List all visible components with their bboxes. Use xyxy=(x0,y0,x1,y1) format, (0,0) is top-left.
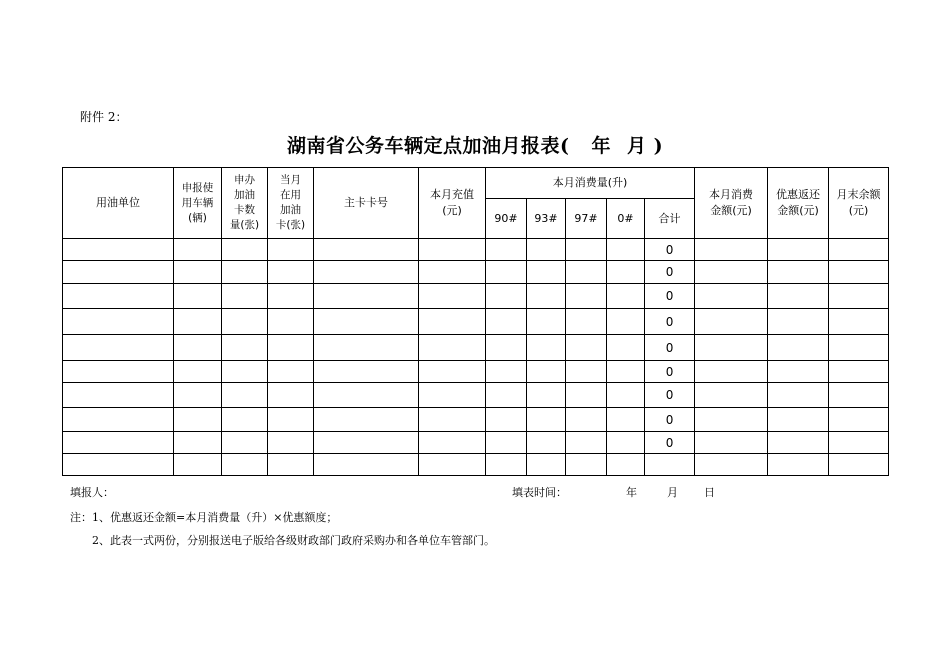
table-row xyxy=(63,261,889,284)
header-fuel-90: 90# xyxy=(486,199,527,239)
table-cell[interactable] xyxy=(314,361,419,383)
table-cell[interactable] xyxy=(174,454,222,476)
note-2: 2、此表一式两份，分别报送电子版给各级财政部门政府采购办和各单位车管部门。 xyxy=(92,534,495,547)
table-cell[interactable] xyxy=(174,261,222,284)
table-cell[interactable] xyxy=(486,454,527,476)
table-cell[interactable] xyxy=(768,335,829,361)
table-cell[interactable] xyxy=(527,454,566,476)
table-cell[interactable] xyxy=(768,239,829,261)
table-cell[interactable] xyxy=(486,239,527,261)
total-cell xyxy=(645,454,695,476)
table-cell[interactable] xyxy=(607,454,645,476)
fill-year-label: 年 xyxy=(626,486,637,499)
table-cell[interactable] xyxy=(486,335,527,361)
table-cell[interactable] xyxy=(607,335,645,361)
table-cell[interactable] xyxy=(695,261,768,284)
title-main: 湖南省公务车辆定点加油月报表( xyxy=(286,135,570,157)
table-cell[interactable] xyxy=(527,284,566,309)
table-cell[interactable] xyxy=(222,454,268,476)
table-cell[interactable] xyxy=(566,239,607,261)
header-fuel-97: 97# xyxy=(566,199,607,239)
total-cell: 0 xyxy=(645,261,695,284)
total-cell: 0 xyxy=(645,408,695,432)
table-cell[interactable] xyxy=(566,309,607,335)
note-1: 注：1、优惠返还金额=本月消费量（升）×优惠额度； xyxy=(70,511,338,524)
table-cell[interactable] xyxy=(314,261,419,284)
table-cell[interactable] xyxy=(566,383,607,408)
report-table xyxy=(62,167,889,476)
header-spend: 本月消费 金额(元) xyxy=(695,168,768,239)
header-unit: 用油单位 xyxy=(63,168,174,239)
table-cell[interactable] xyxy=(268,454,314,476)
header-main-card: 主卡卡号 xyxy=(314,168,419,239)
table-cell[interactable] xyxy=(63,284,174,309)
table-cell[interactable] xyxy=(63,261,174,284)
table-cell[interactable] xyxy=(607,432,645,454)
table-cell[interactable] xyxy=(419,239,486,261)
table-cell[interactable] xyxy=(419,454,486,476)
table-cell[interactable] xyxy=(314,408,419,432)
title-month: 月 ) xyxy=(626,135,664,157)
table-cell[interactable] xyxy=(829,239,889,261)
header-vehicles: 申报使 用车辆 (辆) xyxy=(174,168,222,239)
table-cell[interactable] xyxy=(829,261,889,284)
table-cell[interactable] xyxy=(174,408,222,432)
table-cell[interactable] xyxy=(314,335,419,361)
table-cell[interactable] xyxy=(607,239,645,261)
table-cell[interactable] xyxy=(695,309,768,335)
table-cell[interactable] xyxy=(695,335,768,361)
table-cell[interactable] xyxy=(268,309,314,335)
table-cell[interactable] xyxy=(222,432,268,454)
table-cell[interactable] xyxy=(768,432,829,454)
table-cell[interactable] xyxy=(527,239,566,261)
total-cell: 0 xyxy=(645,383,695,408)
table-cell[interactable] xyxy=(222,284,268,309)
table-cell[interactable] xyxy=(419,284,486,309)
header-balance: 月末余额 (元) xyxy=(829,168,889,239)
table-row xyxy=(63,408,889,432)
table-cell[interactable] xyxy=(527,261,566,284)
table-cell[interactable] xyxy=(695,361,768,383)
table-cell[interactable] xyxy=(314,284,419,309)
table-cell[interactable] xyxy=(695,408,768,432)
table-row xyxy=(63,335,889,361)
total-cell: 0 xyxy=(645,309,695,335)
table-cell[interactable] xyxy=(419,408,486,432)
table-cell[interactable] xyxy=(768,261,829,284)
table-cell[interactable] xyxy=(607,383,645,408)
total-cell: 0 xyxy=(645,432,695,454)
table-cell[interactable] xyxy=(829,408,889,432)
table-cell[interactable] xyxy=(695,284,768,309)
table-cell[interactable] xyxy=(222,383,268,408)
table-cell[interactable] xyxy=(527,432,566,454)
table-cell[interactable] xyxy=(829,284,889,309)
total-cell: 0 xyxy=(645,239,695,261)
table-cell[interactable] xyxy=(63,309,174,335)
table-cell[interactable] xyxy=(174,432,222,454)
total-cell: 0 xyxy=(645,335,695,361)
table-cell[interactable] xyxy=(174,361,222,383)
table-cell[interactable] xyxy=(566,432,607,454)
table-cell[interactable] xyxy=(174,309,222,335)
header-cards-month: 当月 在用 加油 卡(张) xyxy=(268,168,314,239)
fill-day-label: 日 xyxy=(704,486,715,499)
table-cell[interactable] xyxy=(527,361,566,383)
table-cell[interactable] xyxy=(419,383,486,408)
table-cell[interactable] xyxy=(566,361,607,383)
table-cell[interactable] xyxy=(527,383,566,408)
table-cell[interactable] xyxy=(222,408,268,432)
table-cell[interactable] xyxy=(829,309,889,335)
table-cell[interactable] xyxy=(222,361,268,383)
table-cell[interactable] xyxy=(566,454,607,476)
table-row xyxy=(63,361,889,383)
table-cell[interactable] xyxy=(486,432,527,454)
table-cell[interactable] xyxy=(314,454,419,476)
table-cell[interactable] xyxy=(486,408,527,432)
header-fuel-0: 0# xyxy=(607,199,645,239)
table-cell[interactable] xyxy=(486,261,527,284)
table-cell[interactable] xyxy=(63,408,174,432)
total-cell: 0 xyxy=(645,361,695,383)
table-cell[interactable] xyxy=(566,408,607,432)
title-year: 年 xyxy=(591,135,611,157)
total-cell: 0 xyxy=(645,284,695,309)
table-row xyxy=(63,432,889,454)
table-cell[interactable] xyxy=(174,383,222,408)
table-cell[interactable] xyxy=(174,284,222,309)
table-cell[interactable] xyxy=(695,432,768,454)
table-cell[interactable] xyxy=(527,335,566,361)
table-cell[interactable] xyxy=(314,383,419,408)
table-cell[interactable] xyxy=(222,261,268,284)
table-cell[interactable] xyxy=(314,432,419,454)
table-cell[interactable] xyxy=(607,408,645,432)
table-cell[interactable] xyxy=(222,309,268,335)
table-cell[interactable] xyxy=(829,335,889,361)
table-cell[interactable] xyxy=(829,432,889,454)
table-row xyxy=(63,309,889,335)
table-cell[interactable] xyxy=(768,361,829,383)
table-cell[interactable] xyxy=(695,454,768,476)
table-cell[interactable] xyxy=(174,335,222,361)
table-cell[interactable] xyxy=(486,383,527,408)
table-cell[interactable] xyxy=(768,284,829,309)
table-cell[interactable] xyxy=(607,361,645,383)
table-cell[interactable] xyxy=(419,335,486,361)
table-cell[interactable] xyxy=(268,408,314,432)
table-cell[interactable] xyxy=(486,309,527,335)
table-cell[interactable] xyxy=(768,408,829,432)
table-cell[interactable] xyxy=(63,454,174,476)
table-body xyxy=(63,239,889,476)
table-cell[interactable] xyxy=(486,284,527,309)
table-cell[interactable] xyxy=(419,361,486,383)
table-cell[interactable] xyxy=(222,335,268,361)
table-row xyxy=(63,383,889,408)
table-cell[interactable] xyxy=(607,284,645,309)
table-cell[interactable] xyxy=(268,284,314,309)
attachment-label: 附件 2： xyxy=(80,110,128,124)
header-consumption: 本月消费量(升) xyxy=(486,168,695,199)
table-cell[interactable] xyxy=(768,454,829,476)
fill-time-label: 填表时间： xyxy=(512,486,567,499)
table-cell[interactable] xyxy=(419,309,486,335)
table-cell[interactable] xyxy=(566,335,607,361)
table-cell[interactable] xyxy=(607,261,645,284)
table-cell[interactable] xyxy=(174,239,222,261)
table-cell[interactable] xyxy=(268,361,314,383)
table-cell[interactable] xyxy=(314,239,419,261)
table-cell[interactable] xyxy=(268,432,314,454)
table-cell[interactable] xyxy=(829,383,889,408)
header-cards-applied: 申办 加油 卡数 量(张) xyxy=(222,168,268,239)
table-cell[interactable] xyxy=(486,361,527,383)
table-cell[interactable] xyxy=(695,239,768,261)
table-cell[interactable] xyxy=(222,239,268,261)
fill-month-label: 月 xyxy=(667,486,678,499)
table-cell[interactable] xyxy=(419,432,486,454)
table-cell[interactable] xyxy=(527,408,566,432)
header-fuel-total: 合计 xyxy=(645,199,695,239)
header-fuel-93: 93# xyxy=(527,199,566,239)
table-row xyxy=(63,239,889,261)
filler-label: 填报人： xyxy=(70,486,114,499)
table-cell[interactable] xyxy=(695,383,768,408)
header-recharge: 本月充值 (元) xyxy=(419,168,486,239)
table-cell[interactable] xyxy=(63,361,174,383)
table-cell[interactable] xyxy=(268,335,314,361)
table-cell[interactable] xyxy=(63,383,174,408)
table-cell[interactable] xyxy=(268,239,314,261)
table-cell[interactable] xyxy=(768,309,829,335)
table-cell[interactable] xyxy=(63,239,174,261)
table-cell[interactable] xyxy=(314,309,419,335)
page-title xyxy=(0,131,950,158)
table-cell[interactable] xyxy=(607,309,645,335)
table-cell[interactable] xyxy=(268,261,314,284)
table-cell[interactable] xyxy=(63,432,174,454)
table-cell[interactable] xyxy=(829,361,889,383)
table-cell[interactable] xyxy=(527,309,566,335)
table-cell[interactable] xyxy=(566,284,607,309)
header-rebate: 优惠返还 金额(元) xyxy=(768,168,829,239)
table-cell[interactable] xyxy=(419,261,486,284)
table-row xyxy=(63,454,889,476)
table-cell[interactable] xyxy=(566,261,607,284)
table-cell[interactable] xyxy=(829,454,889,476)
table-cell[interactable] xyxy=(768,383,829,408)
table-cell[interactable] xyxy=(268,383,314,408)
table-row xyxy=(63,284,889,309)
table-cell[interactable] xyxy=(63,335,174,361)
